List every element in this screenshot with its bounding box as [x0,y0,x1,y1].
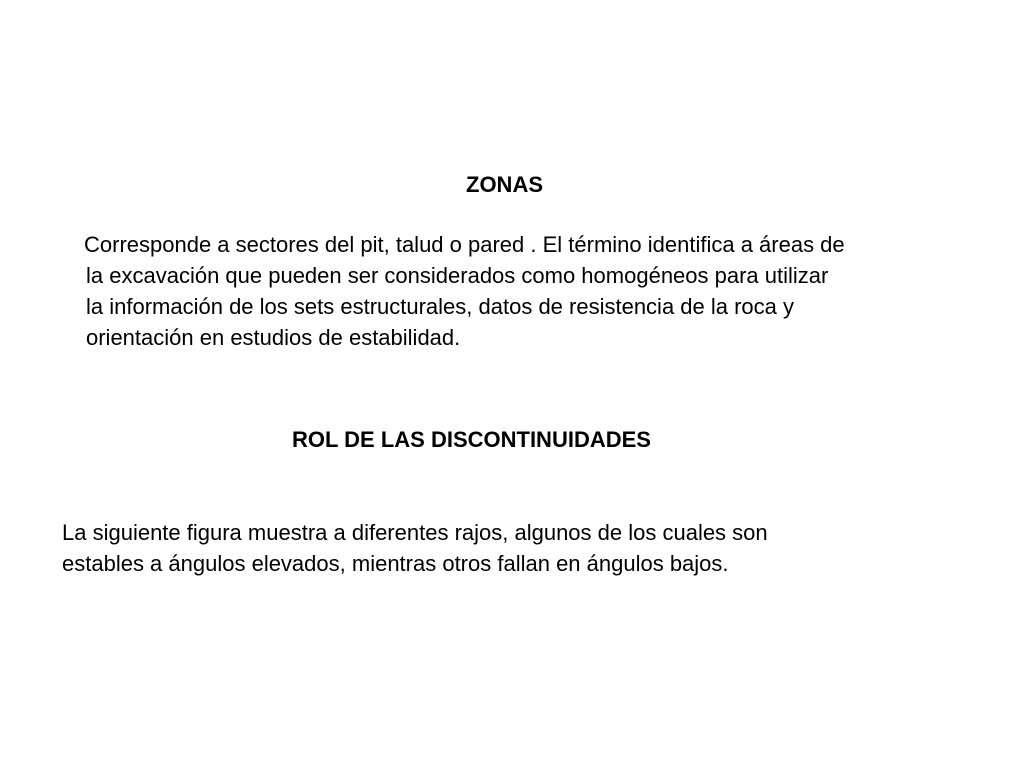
zonas-line-4: orientación en estudios de estabilidad. [86,325,461,350]
zonas-line-2: la excavación que pueden ser considerados como homogéneos para utilizar [86,263,829,288]
discontinuidades-line-2: estables a ángulos elevados, mientras otros fallan en ángulos bajos. [62,551,729,576]
discontinuidades-paragraph [62,517,768,579]
zonas-line-1: Corresponde a sectores del pit, talud o pared . El término identifica a áreas de [84,232,845,257]
zonas-paragraph [84,229,845,353]
zonas-line-3: la información de los sets estructurales, datos de resistencia de la roca y [86,294,795,319]
discontinuidades-heading: ROL DE LAS DISCONTINUIDADES [292,427,651,452]
discontinuidades-line-1: La siguiente figura muestra a diferentes rajos, algunos de los cuales son [62,520,768,545]
zonas-heading: ZONAS [466,172,543,197]
